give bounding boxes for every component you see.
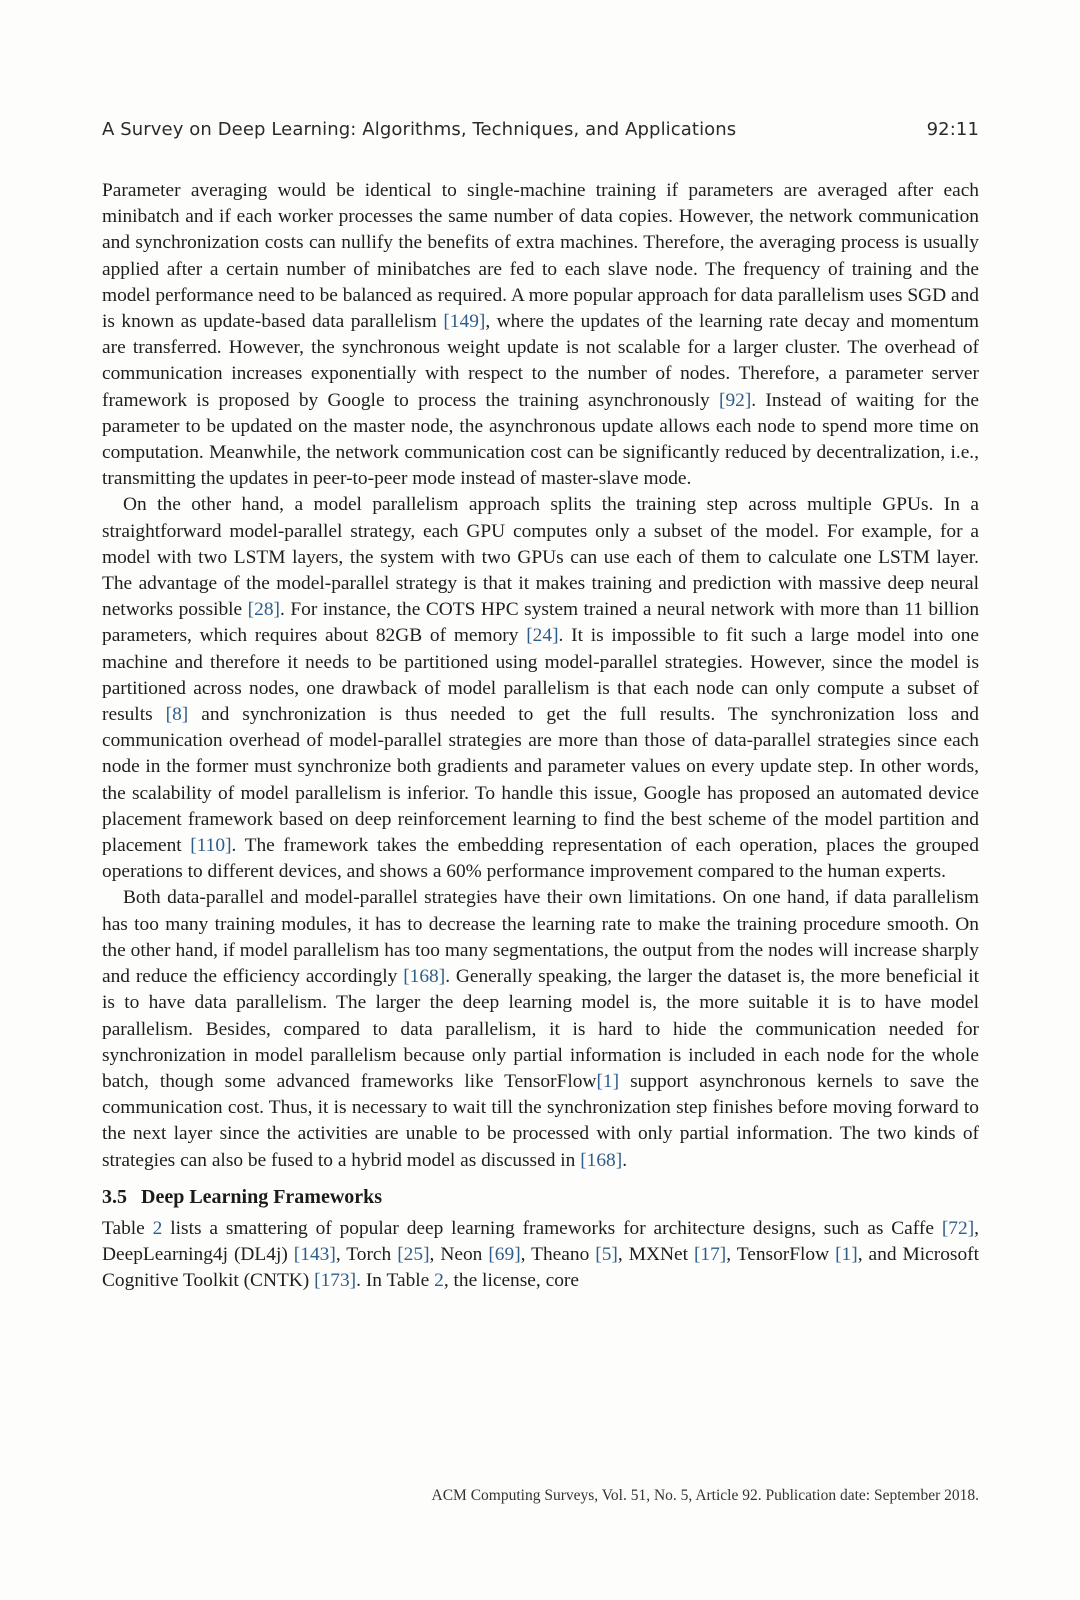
table-reference-link[interactable]: 2 — [152, 1217, 163, 1239]
citation-link[interactable]: [168] — [580, 1149, 623, 1171]
citation-link[interactable]: [69] — [488, 1244, 521, 1266]
paragraph-model-parallelism: On the other hand, a model parallelism approach splits the training step across multiple GPUs. In a straightforward model-parallel strategy, each GPU computes only a subset of the model. For example, for a model with two LSTM layers, the system with two GPUs can use each of them to calculate one LSTM layer. The advantage of the model-parallel strategy is that it makes training and prediction with massive deep neural networks possible [28]. For instance, the COTS HPC system trained a neural network with more than 11 billion parameters, which requires about 82GB of memory [24]. It is impossible to fit such a large model into one machine and therefore it needs to be partitioned using model-parallel strategies. However, since the model is partitioned across nodes, one drawback of model parallelism is that each node can only compute a subset of results [8] and synchronization is thus needed to get the full results. The synchronization loss and communication overhead of model-parallel strategies are more than those of data-parallel strategies since each node in the former must synchronize both gradients and parameter values on every update step. In other words, the scalability of model parallelism is inferior. To handle this issue, Google has proposed an automated device placement framework based on deep reinforcement learning to find the best scheme of the model partition and placement [110]. The framework takes the embedding representation of each operation, places the grouped operations to different devices, and shows a 60% performance improvement compared to the human experts. — [102, 494, 980, 883]
paragraph-parameter-averaging: Parameter averaging would be identical to single-machine training if parameters are averaged after each minibatch and if each worker processes the same number of data copies. However, the network communication and synchronization costs can nullify the benefits of extra machines. Therefore, the averaging process is usually applied after a certain number of minibatches are fed to each slave node. The frequency of training and the model performance need to be balanced as required. A more popular approach for data parallelism uses SGD and is known as update-based data parallelism [149], where the updates of the learning rate decay and momentum are transferred. However, the synchronous weight update is not scalable for a larger cluster. The overhead of communication increases exponentially with respect to the number of nodes. Therefore, a parameter server framework is proposed by Google to process the training asynchronously [92]. Instead of waiting for the parameter to be updated on the master node, the asynchronous update allows each node to spend more time on computation. Meanwhile, the network communication cost can be significantly reduced by decentralization, i.e., transmitting the updates in peer-to-peer mode instead of master-slave mode. — [102, 180, 979, 490]
table-reference-link[interactable]: 2 — [434, 1270, 444, 1292]
citation-link[interactable]: [1] — [596, 1070, 620, 1092]
citation-link[interactable]: [92] — [718, 389, 752, 411]
citation-link[interactable]: [143] — [293, 1244, 336, 1266]
citation-link[interactable]: [110] — [190, 835, 232, 857]
section-title: Deep Learning Frameworks — [141, 1185, 383, 1208]
citation-link[interactable]: [24] — [526, 625, 559, 647]
section-number: 3.5 — [102, 1185, 127, 1208]
citation-link[interactable]: [17] — [693, 1244, 727, 1266]
citation-link[interactable]: [149] — [443, 311, 486, 333]
citation-link[interactable]: [25] — [397, 1244, 430, 1266]
citation-link[interactable]: [72] — [941, 1217, 975, 1239]
body-text — [102, 178, 979, 1295]
citation-link[interactable]: [1] — [835, 1244, 858, 1266]
running-header-title: A Survey on Deep Learning: Algorithms, Techniques, and Applications — [102, 119, 737, 140]
citation-link[interactable]: [28] — [247, 599, 280, 621]
page-number: 92:11 — [926, 119, 979, 140]
running-footer: ACM Computing Surveys, Vol. 51, No. 5, Article 92. Publication date: September 2018. — [431, 1487, 979, 1504]
section-heading — [102, 1184, 979, 1210]
citation-link[interactable]: [173] — [314, 1270, 357, 1292]
paragraph-strategy-limitations: Both data-parallel and model-parallel strategies have their own limitations. On one hand, if data parallelism has too many training modules, it has to decrease the learning rate to make the training procedure smooth. On the other hand, if model parallelism has too many segmentations, the output from the nodes will increase sharply and reduce the efficiency accordingly [168]. Generally speaking, the larger the dataset is, the more beneficial it is to have data parallelism. The larger the deep learning model is, the more suitable it is to have model parallelism. Besides, compared to data parallelism, it is hard to hide the communication needed for synchronization in model parallelism because only partial information is included in each node for the whole batch, though some advanced frameworks like TensorFlow[1] support asynchronous kernels to save the communication cost. Thus, it is necessary to wait till the synchronization step finishes before moving forward to the next layer since the activities are unable to be processed with only partial information. The two kinds of strategies can also be fused to a hybrid model as discussed in [168]. — [102, 887, 980, 1171]
citation-link[interactable]: [5] — [595, 1244, 618, 1266]
citation-link[interactable]: [8] — [165, 704, 189, 726]
citation-link[interactable]: [168] — [403, 966, 446, 988]
running-header — [102, 119, 979, 140]
paragraph-frameworks: Table 2 lists a smattering of popular deep learning frameworks for architecture designs, such as Caffe [72], DeepLearning4j (DL4j) [143], Torch [25], Neon [69], Theano [5], MXNet [17], TensorFlow [1], and Microsoft Cognitive Toolkit (CNTK) [173]. In Table 2, the license, core — [102, 1217, 980, 1292]
